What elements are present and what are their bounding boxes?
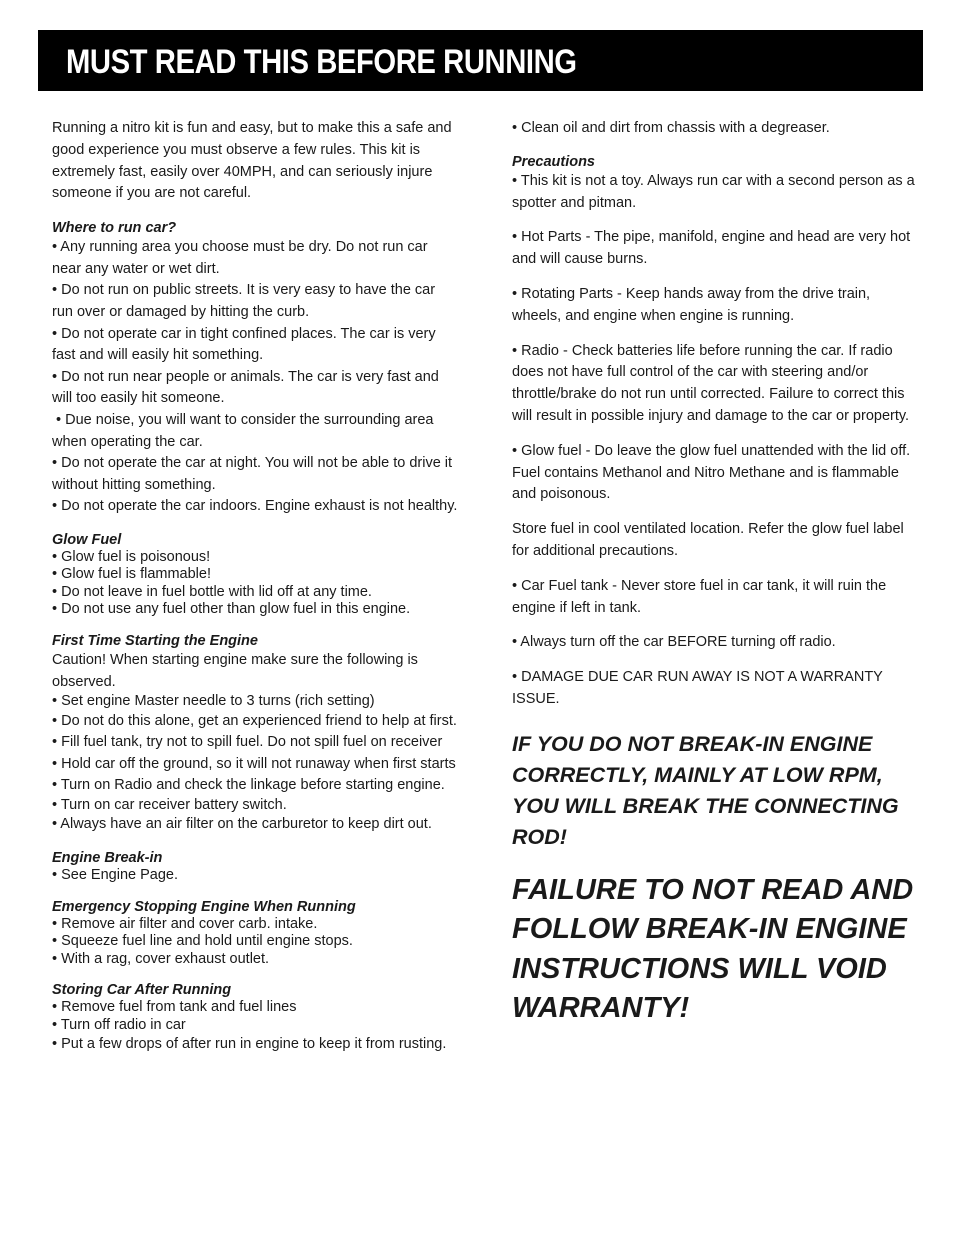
section-title: Where to run car? bbox=[52, 220, 177, 237]
precaution-toy: • This kit is not a toy. Always run car with a second person as a spotter and pitman. bbox=[512, 172, 915, 211]
page-title: MUST READ THIS BEFORE RUNNING bbox=[66, 43, 577, 81]
list-item: • Do not do this alone, get an experienced friend to help at first. bbox=[52, 712, 457, 729]
section-title: Engine Break-in bbox=[52, 850, 163, 867]
section-first-time-starting bbox=[52, 632, 460, 836]
list-item: • Do not operate the car indoors. Engine exhaust is not healthy. bbox=[52, 498, 458, 515]
section-title: Glow Fuel bbox=[52, 531, 122, 548]
header-banner bbox=[38, 30, 923, 91]
list-item: • Do not leave in fuel bottle with lid off at any time. bbox=[52, 583, 372, 600]
section-where-to-run bbox=[52, 219, 460, 518]
precaution-radio: • Radio - Check batteries life before running the car. If radio does not have full control of the car with steering and/or throttle/brake do not run until corrected. Failure to correct this will result in possible injury and damage to the car or property. bbox=[512, 342, 910, 424]
precaution-rotating-parts: • Rotating Parts - Keep hands away from the drive train, wheels, and engine when engine is running. bbox=[512, 285, 871, 324]
list-item: • Do not run near people or animals. The car is very fast and will too easily hit someone. bbox=[52, 368, 439, 407]
list-item: • Turn off radio in car bbox=[52, 1016, 186, 1033]
list-item: • See Engine Page. bbox=[52, 867, 179, 884]
list-item: • Fill fuel tank, try not to spill fuel. Do not spill fuel on receiver bbox=[52, 734, 443, 751]
section-engine-break-in bbox=[52, 849, 460, 885]
list-item: • Turn on car receiver battery switch. bbox=[52, 796, 287, 813]
list-item: • Turn on Radio and check the linkage before starting engine. bbox=[52, 777, 445, 794]
list-item: • Do not use any fuel other than glow fuel in this engine. bbox=[52, 601, 411, 618]
left-column bbox=[52, 118, 460, 1069]
store-fuel-paragraph: Store fuel in cool ventilated location. Refer the glow fuel label for additional precautions. bbox=[512, 521, 904, 559]
section-title: First Time Starting the Engine bbox=[52, 632, 258, 649]
precaution-fuel-tank: • Car Fuel tank - Never store fuel in car tank, it will ruin the engine if left in tank. bbox=[512, 577, 887, 616]
precaution-glow-fuel: • Glow fuel - Do leave the glow fuel unattended with the lid off. Fuel contains Methanol and Nitro Methane and is flammable and poisonous. bbox=[512, 442, 911, 503]
list-item: • Hold car off the ground, so it will not runaway when first starts bbox=[52, 755, 456, 772]
list-item: • Put a few drops of after run in engine to keep it from rusting. bbox=[52, 1036, 447, 1053]
list-item: • Remove air filter and cover carb. intake. bbox=[52, 915, 318, 932]
list-item: • Any running area you choose must be dry. Do not run car near any water or wet dirt. bbox=[52, 239, 428, 277]
section-storing-car bbox=[52, 981, 460, 1056]
section-title: Storing Car After Running bbox=[52, 982, 232, 999]
list-item: • Squeeze fuel line and hold until engine stops. bbox=[52, 933, 353, 950]
list-item: • Do not run on public streets. It is very easy to have the car run over or damaged by hitting the curb. bbox=[52, 282, 436, 320]
list-item: • Glow fuel is poisonous! bbox=[52, 548, 211, 565]
list-item: Caution! When starting engine make sure the following is observed. bbox=[52, 651, 418, 690]
precaution-hot-parts: • Hot Parts - The pipe, manifold, engine and head are very hot and will cause burns. bbox=[512, 229, 911, 268]
section-emergency-stopping bbox=[52, 898, 460, 969]
break-in-warning: IF YOU DO NOT BREAK-IN ENGINE CORRECTLY, MAINLY AT LOW RPM, YOU WILL BREAK THE CONNECTING ROD! bbox=[512, 731, 899, 849]
list-item: • Set engine Master needle to 3 turns (rich setting) bbox=[52, 693, 375, 710]
list-item: • Always have an air filter on the carburetor to keep dirt out. bbox=[52, 816, 432, 833]
list-item: • Due noise, you will want to consider the surrounding area when operating the car. bbox=[52, 411, 438, 450]
precaution-turn-off: • Always turn off the car BEFORE turning off radio. bbox=[512, 634, 836, 651]
section-glow-fuel bbox=[52, 531, 460, 619]
precaution-damage: • DAMAGE DUE CAR RUN AWAY IS NOT A WARRANTY ISSUE. bbox=[512, 669, 883, 707]
clean-chassis-item: • Clean oil and dirt from chassis with a degreaser. bbox=[512, 120, 830, 136]
list-item: • With a rag, cover exhaust outlet. bbox=[52, 950, 270, 967]
list-item: • Remove fuel from tank and fuel lines bbox=[52, 999, 297, 1016]
list-item: • Glow fuel is flammable! bbox=[52, 566, 211, 583]
right-column bbox=[512, 118, 920, 1029]
section-title: Emergency Stopping Engine When Running bbox=[52, 898, 356, 915]
warranty-warning: FAILURE TO NOT READ AND FOLLOW BREAK-IN ENGINE INSTRUCTIONS WILL VOID WARRANTY! bbox=[512, 873, 914, 1025]
precautions-title: Precautions bbox=[512, 153, 595, 170]
intro-paragraph: Running a nitro kit is fun and easy, but to make this a safe and good experience you must observe a few rules. This kit is extremely fast, easily over 40MPH, and can seriously injure someone if you are not careful. bbox=[52, 120, 452, 202]
list-item: • Do not operate the car at night. You will not be able to drive it without hitting something. bbox=[52, 455, 453, 493]
list-item: • Do not operate car in tight confined places. The car is very fast and will easily hit something. bbox=[52, 325, 436, 364]
